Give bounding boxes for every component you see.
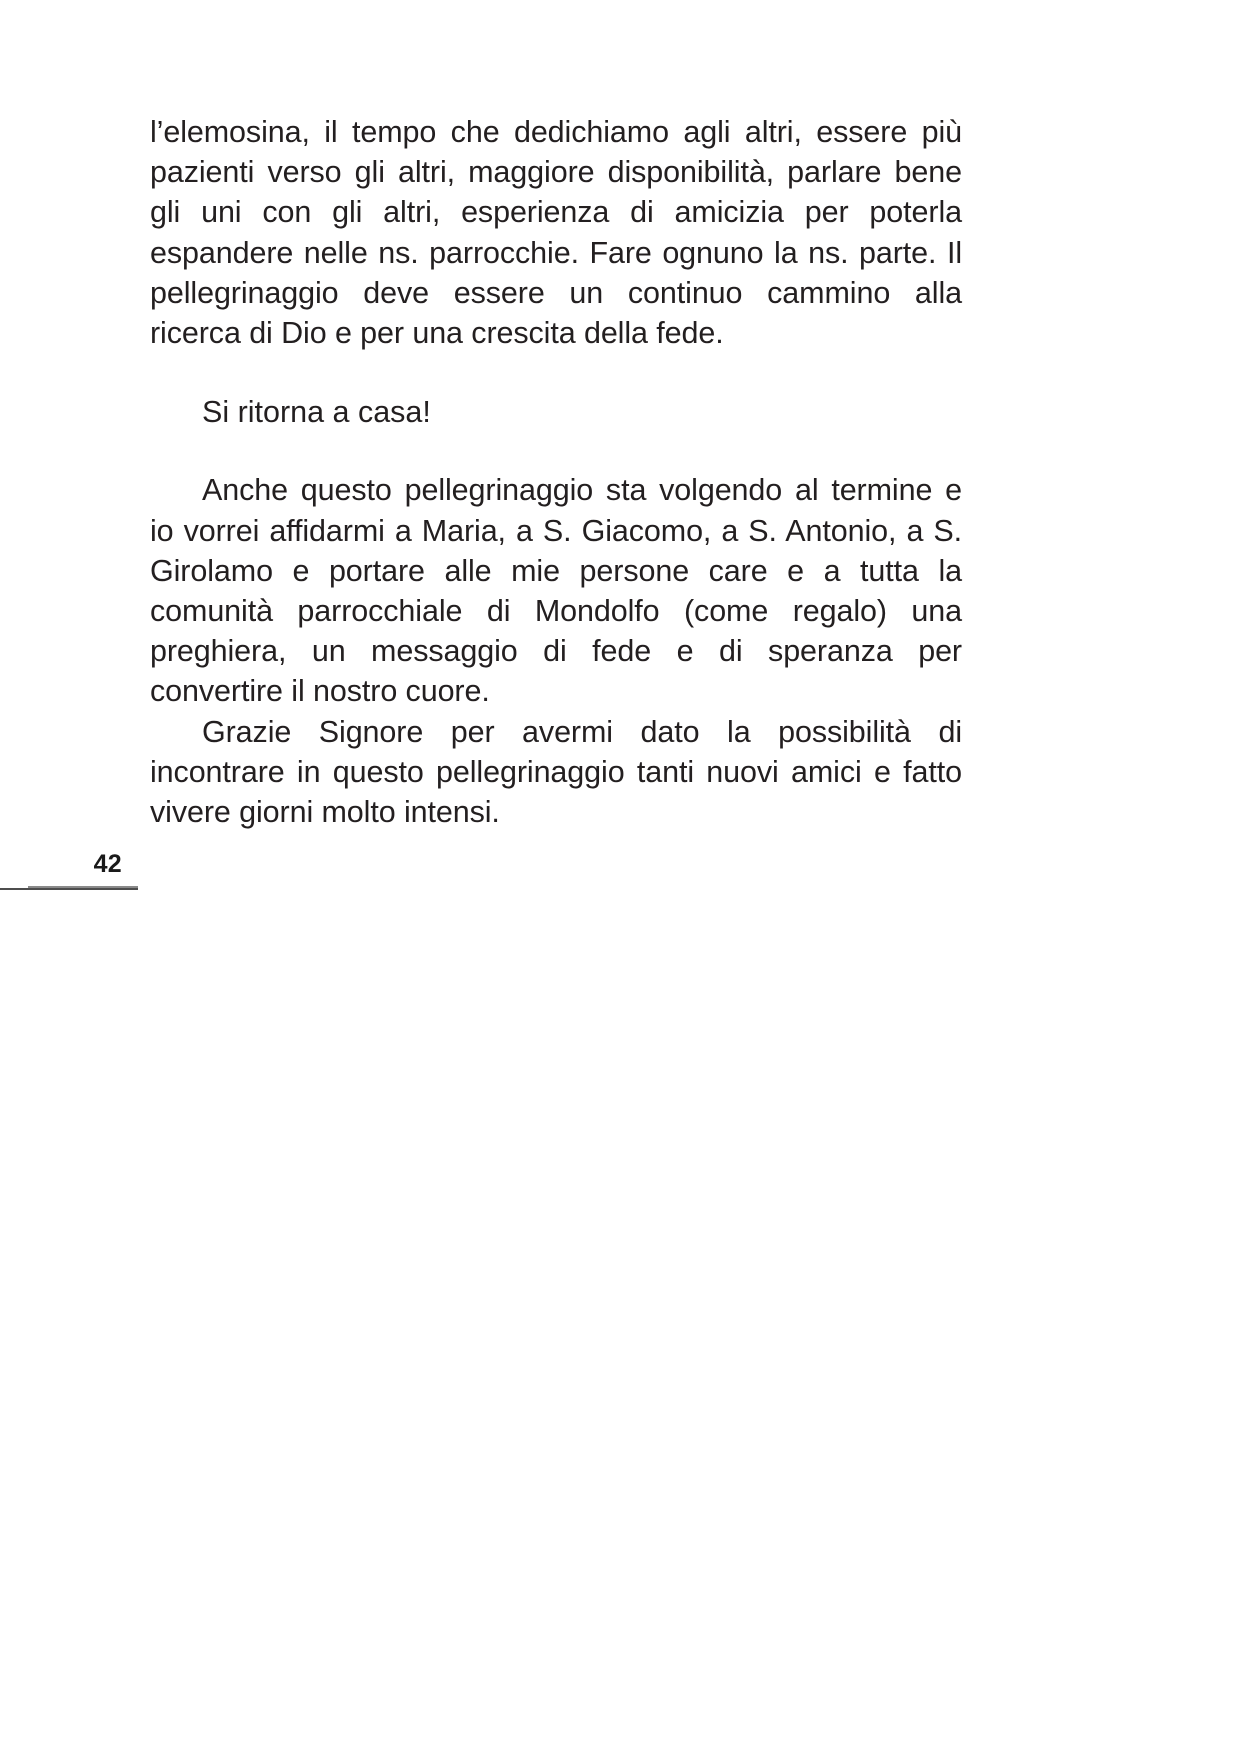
folio-block [0,840,140,900]
body-text-column [150,112,962,832]
folio-rule-dark [0,888,138,890]
paragraph-gap-2 [150,432,962,470]
paragraph-4: Grazie Signore per avermi dato la possibilità di incontrare in questo pellegrinaggio tanti nuovi amici e fatto vivere giorni molto intensi. [150,714,962,830]
paragraph-1: l’elemosina, il tempo che dedichiamo agli altri, essere più pazienti verso gli altri, maggiore disponibilità, parlare bene gli uni con gli altri, esperienza di amicizia per poterla espandere nelle ns. parrocchie. Fare ognuno la ns. parte. Il pellegrinaggio deve essere un continuo cammino alla ricerca di Dio e per una crescita della fede. [150,115,962,351]
paragraph-2: Si ritorna a casa! [202,395,431,430]
paragraph-3: Anche questo pellegrinaggio sta volgendo al termine e io vorrei affidarmi a Maria, a S. Giacomo, a S. Antonio, a S. Girolamo e portare alle mie persone care e a tutta la comunità parrocchiale di Mondolfo (come regalo) una preghiera, un messaggio di fede e di speranza per convertire il nostro cuore. [150,473,962,709]
page-number: 42 [93,850,122,878]
paragraph-gap-1 [150,353,962,392]
